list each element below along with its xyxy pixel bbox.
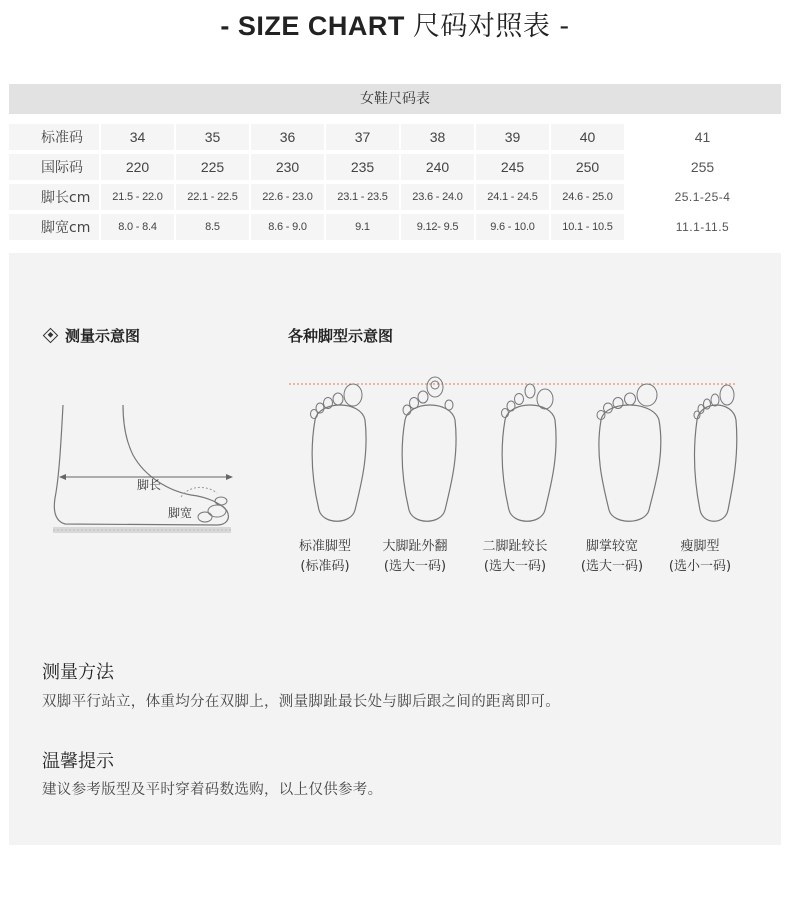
toe-shape (427, 377, 443, 397)
table-row-foot-width (9, 214, 781, 244)
width-label: 脚宽 (168, 506, 193, 520)
foot-measure-illustration (41, 393, 241, 543)
table-cell: 24.1 - 24.5 (476, 184, 551, 214)
table-cell: 25.1-25-4 (626, 184, 781, 214)
toe-shape (502, 409, 509, 418)
arrow-left-icon (59, 474, 66, 480)
tips-text: 建议参考版型及平时穿着码数选购，以上仅供参考。 (42, 782, 383, 798)
table-cell: 8.6 - 9.0 (251, 214, 326, 244)
foot-type-name: 瘦脚型 (680, 539, 720, 554)
foot-type-caption (564, 537, 660, 577)
table-cell: 41 (626, 124, 781, 154)
foot-type-advice: (选大一码) (383, 559, 447, 574)
measurement-guide-panel (9, 253, 781, 845)
table-row-foot-length (9, 184, 781, 214)
toe-shape (208, 505, 226, 517)
toe-shape (515, 394, 524, 405)
table-cell: 40 (551, 124, 626, 154)
toe-shape (198, 512, 212, 522)
toe-shape (537, 389, 553, 409)
toe-shape (344, 384, 362, 406)
table-cell: 24.6 - 25.0 (551, 184, 626, 214)
table-cell: 34 (101, 124, 176, 154)
table-cell: 10.1 - 10.5 (551, 214, 626, 244)
width-measure-arc (181, 487, 217, 497)
table-cell: 11.1-11.5 (626, 214, 781, 244)
foot-type-caption (652, 537, 748, 577)
row-label: 脚宽cm (9, 214, 101, 244)
foot-hallux-valgus (402, 377, 456, 521)
table-cell: 36 (251, 124, 326, 154)
foot-outline (694, 405, 736, 521)
foot-outline (312, 405, 366, 521)
foot-type-advice: (标准码) (300, 559, 350, 574)
table-cell: 235 (326, 154, 401, 184)
method-text: 双脚平行站立，体重均分在双脚上，测量脚趾最长处与脚后跟之间的距离即可。 (42, 694, 560, 710)
toe-shape (637, 384, 657, 406)
table-cell: 23.1 - 23.5 (326, 184, 401, 214)
table-cell: 22.1 - 22.5 (176, 184, 251, 214)
method-heading: 测量方法 (42, 662, 114, 683)
table-cell: 9.1 (326, 214, 401, 244)
toe-shape (333, 393, 343, 405)
toe-shape (445, 400, 453, 410)
toe-shape (507, 401, 515, 411)
toe-shape (215, 497, 227, 505)
table-row-standard (9, 124, 781, 154)
foot-slim (694, 385, 737, 521)
table-cell: 8.0 - 8.4 (101, 214, 176, 244)
toe-shape (525, 384, 535, 398)
table-cell: 250 (551, 154, 626, 184)
foot-type-name: 脚掌较宽 (585, 539, 638, 554)
diamond-icon (43, 328, 59, 344)
measure-diagram-title: 测量示意图 (65, 327, 141, 345)
table-cell: 240 (401, 154, 476, 184)
foot-outline (402, 405, 456, 521)
table-cell: 39 (476, 124, 551, 154)
foot-outline (599, 405, 661, 521)
foot-wide-forefoot (597, 384, 661, 521)
foot-standard (311, 384, 367, 521)
foot-type-name: 大脚趾外翻 (382, 539, 448, 554)
foot-outline (502, 405, 556, 521)
title-chinese: 尺码对照表 - (412, 11, 570, 42)
foot-type-advice: (选大一码) (483, 559, 547, 574)
table-cell: 9.12- 9.5 (401, 214, 476, 244)
toe-shape (720, 385, 734, 405)
arrow-right-icon (226, 474, 233, 480)
foot-types-title: 各种脚型示意图 (288, 327, 394, 345)
row-label: 标准码 (9, 124, 101, 154)
foot-type-advice: (选大一码) (580, 559, 644, 574)
foot-type-caption (467, 537, 563, 577)
foot-type-name: 标准脚型 (298, 539, 351, 554)
table-cell: 8.5 (176, 214, 251, 244)
table-cell: 230 (251, 154, 326, 184)
toe-shape (403, 405, 411, 415)
foot-types-illustration (287, 375, 747, 535)
toe-shape (410, 398, 419, 409)
foot-long-second-toe (502, 384, 557, 521)
table-row-international (9, 154, 781, 184)
toe-shape (625, 393, 636, 405)
foot-type-advice: (选小一码) (668, 559, 732, 574)
table-cell: 255 (626, 154, 781, 184)
table-cell: 23.6 - 24.0 (401, 184, 476, 214)
row-label: 国际码 (9, 154, 101, 184)
table-cell: 22.6 - 23.0 (251, 184, 326, 214)
toe-shape (431, 381, 439, 389)
size-table (9, 124, 781, 244)
table-cell: 37 (326, 124, 401, 154)
table-cell: 225 (176, 154, 251, 184)
length-label: 脚长 (137, 478, 162, 492)
foot-type-caption (367, 537, 463, 577)
row-label: 脚长cm (9, 184, 101, 214)
foot-outline (54, 405, 228, 525)
table-cell: 245 (476, 154, 551, 184)
table-cell: 9.6 - 10.0 (476, 214, 551, 244)
toe-shape (418, 391, 428, 403)
table-cell: 35 (176, 124, 251, 154)
table-cell: 21.5 - 22.0 (101, 184, 176, 214)
foot-type-caption (277, 537, 373, 577)
tips-heading: 温馨提示 (42, 751, 114, 772)
toe-shape (311, 410, 318, 419)
table-cell: 220 (101, 154, 176, 184)
page-title (0, 6, 790, 46)
table-cell: 38 (401, 124, 476, 154)
title-english: - SIZE CHART (220, 11, 405, 41)
toe-shape (711, 394, 719, 406)
foot-type-name: 二脚趾较长 (482, 539, 548, 554)
size-table-title: 女鞋尺码表 (9, 84, 781, 114)
